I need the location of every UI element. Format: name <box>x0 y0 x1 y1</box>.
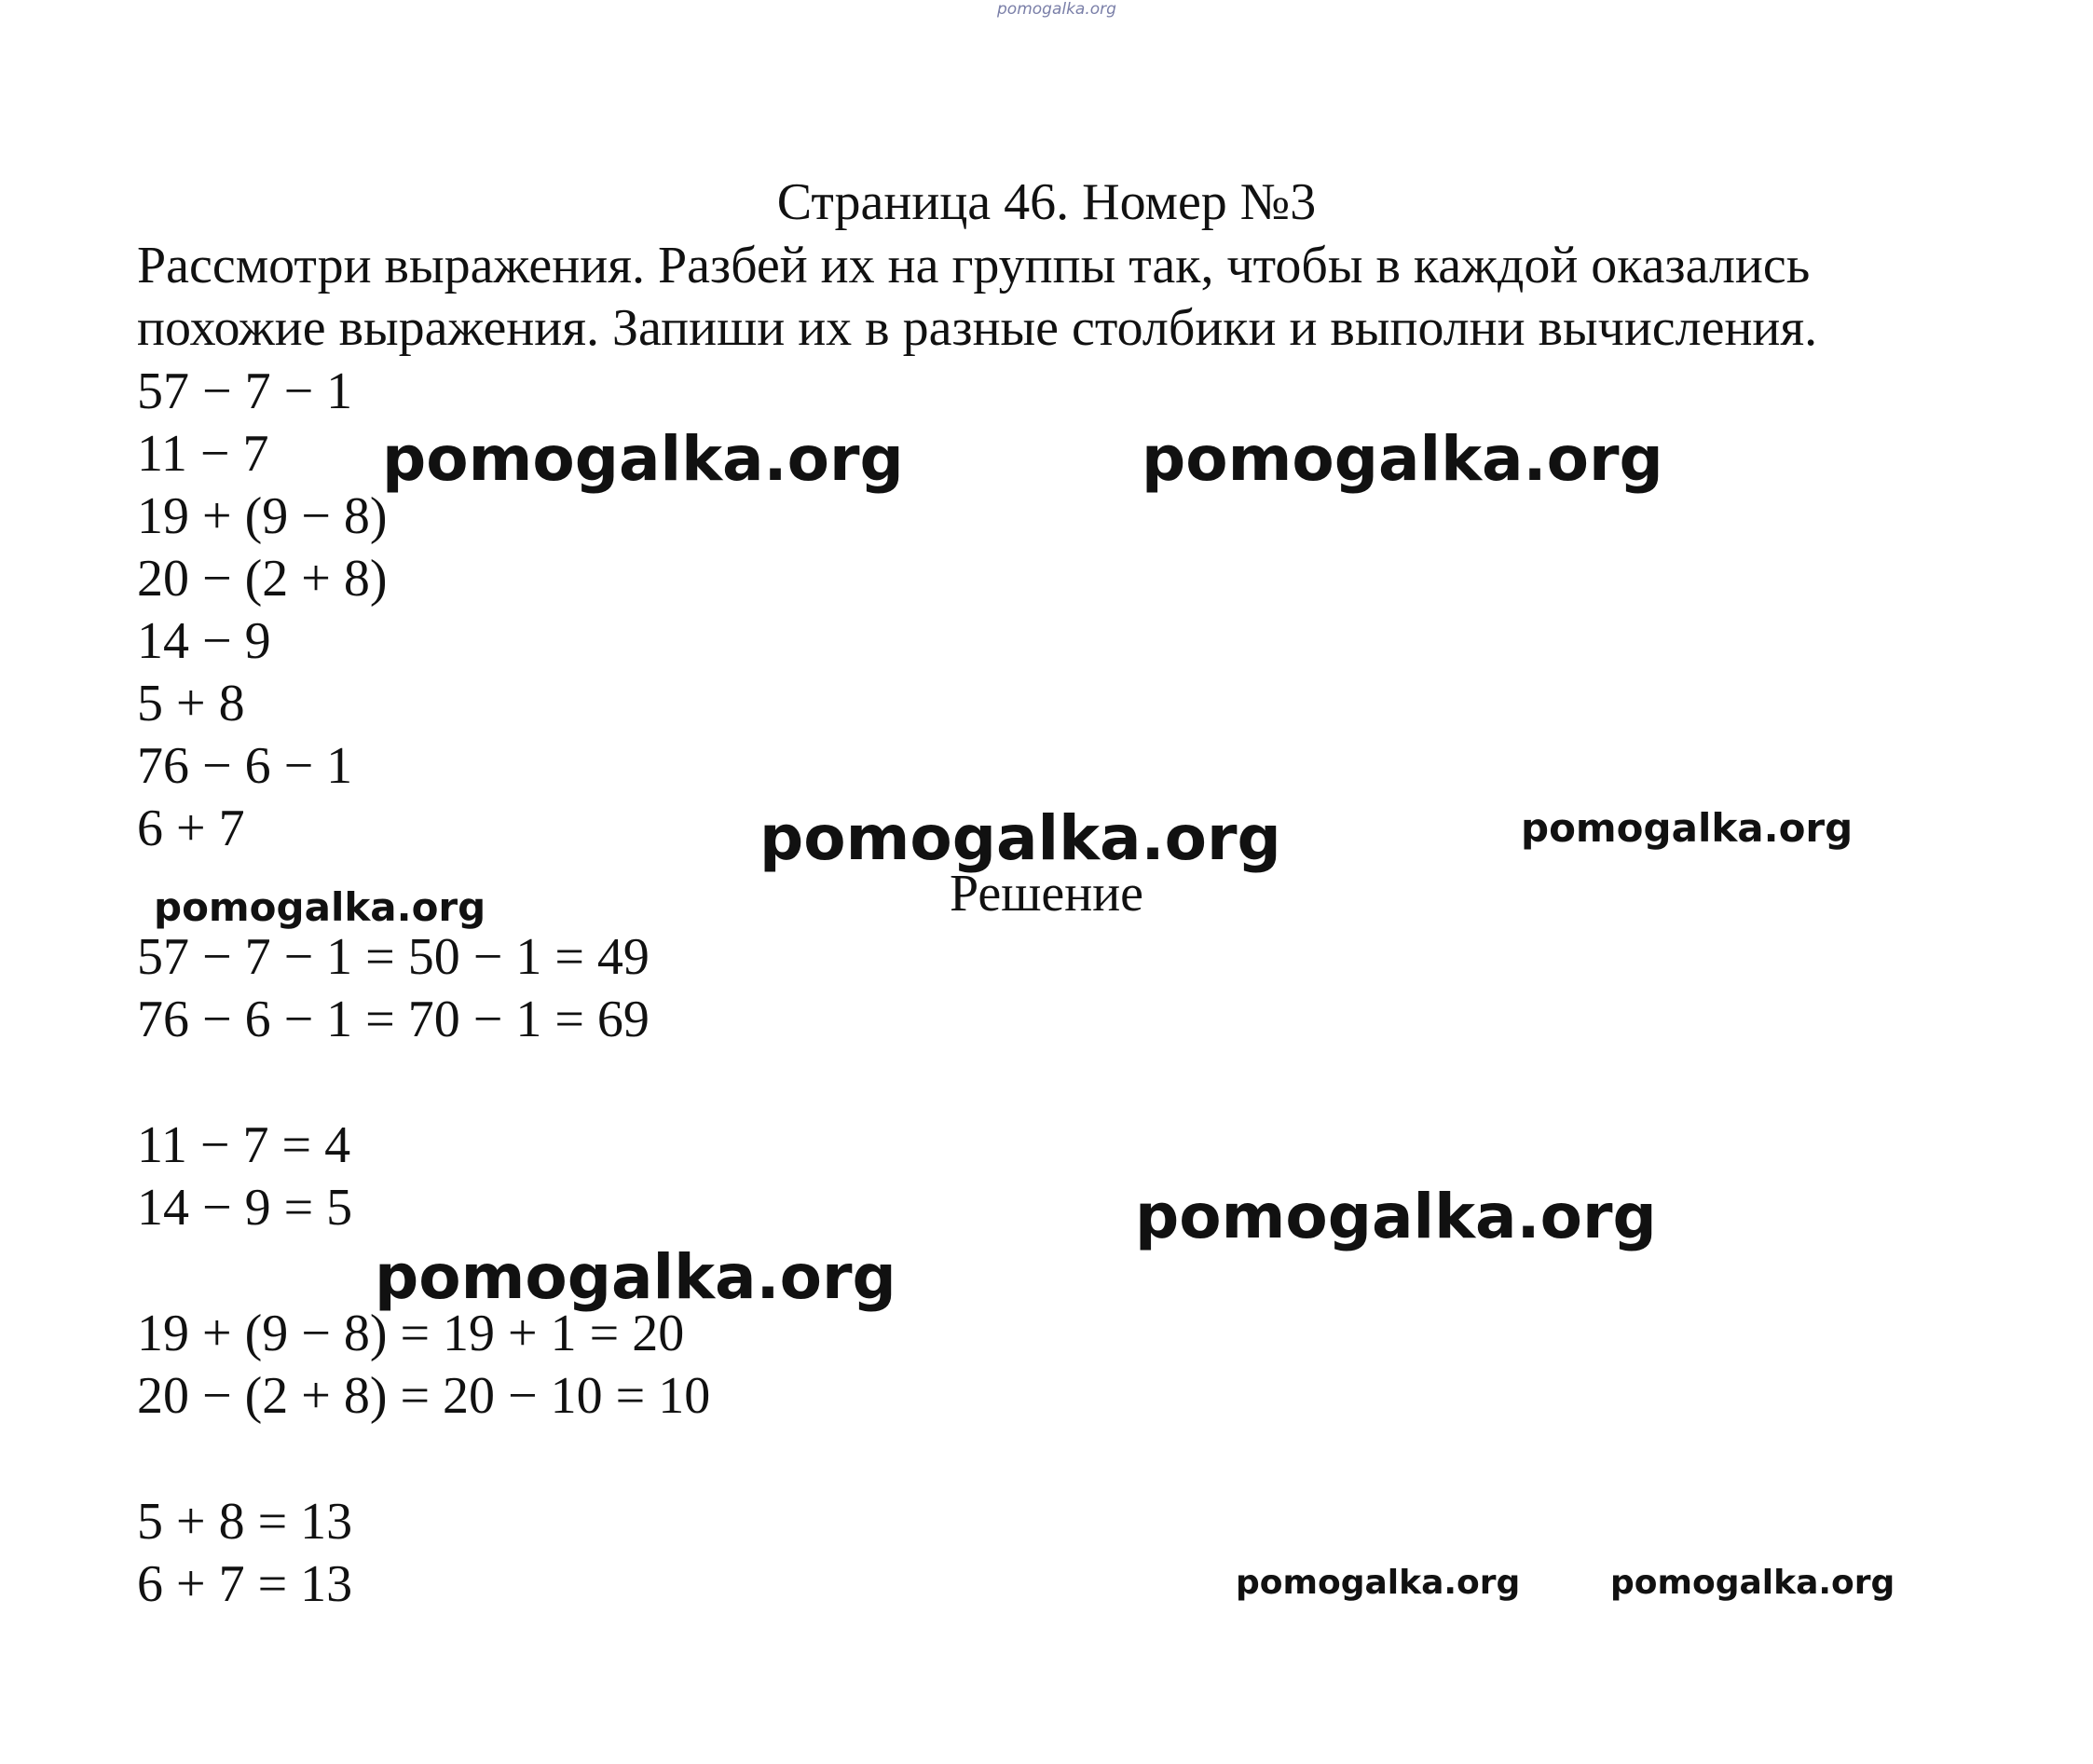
task-line: похожие выражения. Запиши их в разные столбики и выполни вычисления. <box>137 299 1818 357</box>
expression: 14 − 9 <box>137 612 271 670</box>
expression: 20 − (2 + 8) <box>137 550 388 608</box>
watermark: pomogalka.org <box>1142 423 1663 495</box>
expression: 11 − 7 <box>137 425 269 483</box>
expression: 57 − 7 − 1 <box>137 362 353 420</box>
watermark: pomogalka.org <box>154 884 486 930</box>
header-watermark: pomogalka.org <box>997 0 1116 19</box>
watermark: pomogalka.org <box>759 802 1281 874</box>
task-text <box>137 235 1991 360</box>
expression: 5 + 8 <box>137 675 245 732</box>
expression: 76 − 6 − 1 <box>137 737 353 795</box>
expression: 6 + 7 <box>137 800 245 857</box>
solution-line: 76 − 6 − 1 = 70 − 1 = 69 <box>137 991 650 1048</box>
solution-heading: Решение <box>949 865 1144 923</box>
solution-line: 6 + 7 = 13 <box>137 1555 353 1613</box>
expression: 19 + (9 − 8) <box>137 487 388 545</box>
page-title: Страница 46. Номер №3 <box>776 173 1317 231</box>
solution-line: 57 − 7 − 1 = 50 − 1 = 49 <box>137 928 650 986</box>
solution-line: 11 − 7 = 4 <box>137 1116 351 1174</box>
watermark: pomogalka.org <box>1135 1181 1657 1252</box>
expression-list <box>137 361 387 860</box>
solution-group-1 <box>137 926 650 1051</box>
task-line: Рассмотри выражения. Разбей их на группы так, чтобы в каждой оказались <box>137 237 1811 294</box>
watermark: pomogalka.org <box>1521 805 1854 851</box>
solution-line: 14 − 9 = 5 <box>137 1179 353 1237</box>
solution-group-2 <box>137 1114 352 1239</box>
solution-group-4 <box>137 1491 352 1616</box>
solution-line: 20 − (2 + 8) = 20 − 10 = 10 <box>137 1367 711 1425</box>
watermark: pomogalka.org <box>1610 1564 1895 1602</box>
watermark: pomogalka.org <box>382 423 904 495</box>
watermark: pomogalka.org <box>1236 1564 1521 1602</box>
solution-line: 5 + 8 = 13 <box>137 1493 353 1551</box>
solution-line: 19 + (9 − 8) = 19 + 1 = 20 <box>137 1305 685 1362</box>
solution-group-3 <box>137 1303 710 1428</box>
watermark: pomogalka.org <box>375 1241 896 1313</box>
